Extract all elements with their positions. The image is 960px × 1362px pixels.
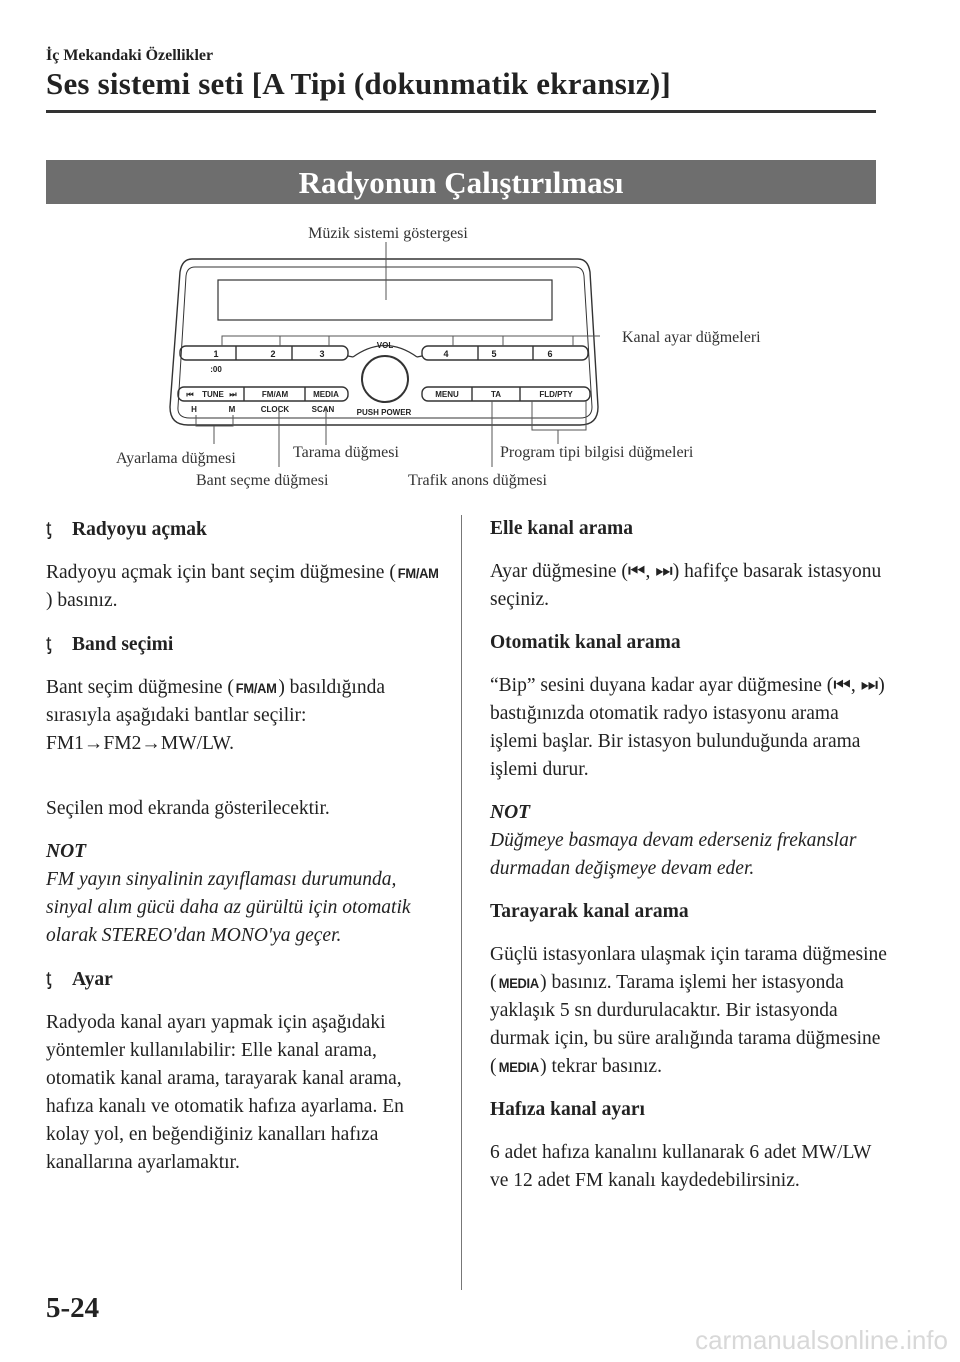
push-power-label: PUSH POWER	[356, 408, 412, 417]
note-title: NOT	[46, 841, 87, 862]
preset-6: 6	[547, 349, 553, 359]
paragraph: Ayar düğmesine (⏮, ⏭) hafifçe basarak istasyonu seçiniz.	[490, 561, 882, 610]
heading-tuning: ƫ Ayar	[46, 965, 446, 994]
next-track-icon: ⏭	[655, 561, 673, 582]
label-ta: Trafik anons düğmesi	[408, 472, 547, 489]
clock-label: CLOCK	[260, 405, 290, 414]
page-number: 5-24	[46, 1292, 100, 1324]
label-tuning: Ayarlama düğmesi	[116, 450, 236, 467]
heading-manual-search: Elle kanal arama	[490, 518, 634, 539]
fmam-button-icon: FM/AM	[397, 565, 439, 581]
heading-radio-on: ƫ Radyoyu açmak	[46, 515, 446, 544]
section-label: İç Mekandaki Özellikler	[46, 47, 214, 64]
paragraph: Bant seçim düğmesine ( FM/AM) basıldığında sırasıyla aşağıdaki bantlar seçilir: FM1→FM2→MW/LW.	[46, 674, 446, 758]
paragraph: Radyoda kanal ayarı yapmak için aşağıdaki yöntemler kullanılabilir: Elle kanal arama, otomatik kanal arama, tarayarak kanal arama, hafıza kanalı ve otomatik hafıza ayarlama. En kolay yol, en beğendiğiniz kanalları hafıza kanallarına ayarlamaktır.	[46, 1012, 404, 1173]
note-title: NOT	[490, 802, 531, 823]
volume-knob	[362, 356, 408, 402]
media-label: MEDIA	[313, 390, 339, 399]
label-display: Müzik sistemi göstergesi	[308, 225, 468, 242]
h-label: H	[191, 405, 197, 414]
fmam-button-icon: FM/AM	[235, 680, 277, 696]
scan-label: SCAN	[311, 405, 335, 414]
next-glyph: ⏭	[229, 390, 237, 399]
paragraph: Radyoyu açmak için bant seçim düğmesine ( FM/AM) basınız.	[46, 559, 446, 615]
paragraph: Güçlü istasyonlara ulaşmak için tarama düğmesine ( MEDIA) basınız. Tarama işlemi her istasyonda yaklaşık 5 sn durdurulacaktır. Bir istasyonda durmak için, bu süre aralığında tarama düğmesine ( MEDIA) tekrar basınız.	[490, 941, 890, 1081]
preset-4: 4	[443, 349, 449, 359]
radio-panel-diagram	[0, 212, 960, 502]
label-band: Bant seçme düğmesi	[196, 472, 329, 489]
heading-scan-search: Tarayarak kanal arama	[490, 901, 689, 922]
preset-2: 2	[270, 349, 276, 359]
right-column	[490, 515, 890, 1210]
ta-label: TA	[490, 390, 502, 399]
column-divider	[461, 515, 462, 1290]
fmam-label: FM/AM	[261, 390, 289, 399]
media-button-icon: MEDIA	[498, 975, 539, 991]
note-text: FM yayın sinyalinin zayıflaması durumunda, sinyal alım gücü daha az gürültü için otomatik olarak STEREO'dan MONO'ya geçer.	[46, 869, 411, 946]
m-label: M	[228, 405, 236, 414]
previous-track-icon: ⏮	[627, 561, 646, 582]
page-title: Ses sistemi seti [A Tipi (dokunmatik ekransız)]	[46, 66, 671, 101]
vol-label: VOL	[376, 341, 394, 350]
prev-glyph: ⏮	[186, 390, 194, 399]
title-rule	[46, 110, 876, 113]
heading-band-select: ƫ Band seçimi	[46, 630, 446, 659]
bullet-icon: ƫ	[46, 518, 52, 540]
bullet-icon: ƫ	[46, 633, 52, 655]
next-track-icon: ⏭	[860, 675, 879, 696]
section-banner: Radyonun Çalıştırılması	[46, 160, 876, 204]
preset-1: 1	[213, 349, 219, 359]
label-scan: Tarama düğmesi	[293, 444, 399, 461]
media-button-icon: MEDIA	[498, 1059, 539, 1075]
note-text: Düğmeye basmaya devam ederseniz frekanslar durmadan değişmeye devam eder.	[490, 830, 857, 879]
heading-auto-search: Otomatik kanal arama	[490, 632, 681, 653]
left-column	[46, 515, 446, 1192]
watermark: carmanualsonline.info	[695, 1325, 948, 1355]
fld-label: FLD/PTY	[539, 390, 573, 399]
display-window	[218, 280, 552, 320]
paragraph: Seçilen mod ekranda gösterilecektir.	[46, 798, 330, 819]
label-preset: Kanal ayar düğmeleri	[622, 329, 761, 346]
clock-mark: :00	[210, 365, 222, 374]
heading-memory-preset: Hafıza kanal ayarı	[490, 1099, 645, 1120]
previous-track-icon: ⏮	[833, 675, 851, 696]
preset-3: 3	[319, 349, 325, 359]
tune-label: TUNE	[202, 390, 224, 399]
label-pty: Program tipi bilgisi düğmeleri	[500, 444, 694, 461]
paragraph: 6 adet hafıza kanalını kullanarak 6 adet MW/LW ve 12 adet FM kanalı kaydedebilirsiniz.	[490, 1142, 871, 1191]
menu-label: MENU	[435, 390, 459, 399]
paragraph: “Bip” sesini duyana kadar ayar düğmesine (⏮, ⏭) bastığınızda otomatik radyo istasyonu arama işlemi başlar. Bir istasyon bulunduğunda arama işlemi durur.	[490, 675, 885, 780]
bullet-icon: ƫ	[46, 968, 52, 990]
preset-5: 5	[491, 349, 497, 359]
